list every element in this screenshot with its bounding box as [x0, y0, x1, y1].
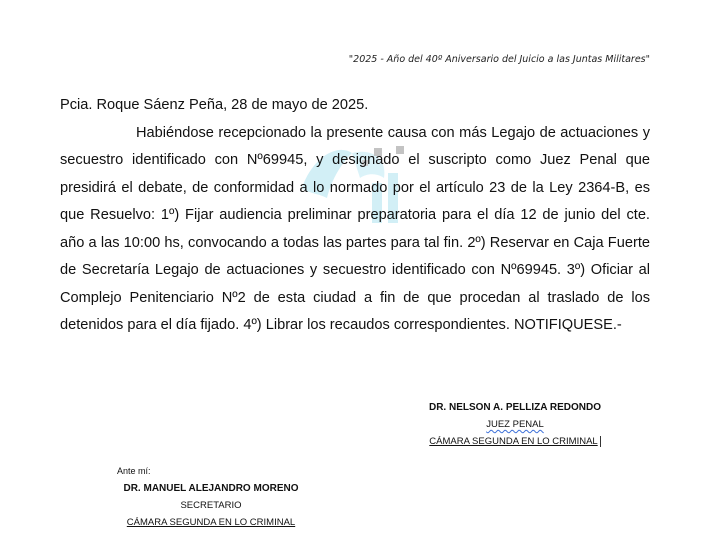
resolution-text: Habiéndose recepcionado la presente causa con más Legajo de actuaciones y secuestro identificado con Nº69945, y designado el suscripto como Juez Penal que presidirá el debate, de conformidad a lo normado por el artículo 23 de la Ley 2364-B, es que Resuelvo: 1º) Fijar audiencia preliminar preparatoria para el día 12 de junio del cte. año a las 10:00 hs, convocando a todas las partes para tal fin. 2º) Reservar en Caja Fuerte de Secretaría Legajo de actuaciones y secuestro identificado con Nº69945. 3º) Oficiar al Complejo Penitenciario Nº2 de esta ciudad a fin de que procedan al traslado de los detenidos para el día fijado. 4º) Librar los recaudos correspondientes. NOTIFIQUESE.- [60, 124, 650, 333]
secretary-signature [115, 480, 307, 531]
secretary-role: SECRETARIO [180, 500, 242, 511]
document-body [60, 92, 650, 340]
header-quote: "2025 - Año del 40º Aniversario del Juicio a las Juntas Militares" [348, 54, 650, 65]
before-me-label: Ante mí: [117, 466, 151, 476]
place-date: Pcia. Roque Sáenz Peña, 28 de mayo de 2025. [60, 97, 369, 113]
secretary-name: DR. MANUEL ALEJANDRO MORENO [123, 483, 299, 494]
judge-signature [420, 399, 610, 450]
judge-name: DR. NELSON A. PELLIZA REDONDO [428, 402, 602, 413]
judge-role: JUEZ PENAL [486, 419, 544, 430]
secretary-court: CÁMARA SEGUNDA EN LO CRIMINAL [126, 517, 296, 528]
judge-court: CÁMARA SEGUNDA EN LO CRIMINAL [429, 436, 600, 447]
